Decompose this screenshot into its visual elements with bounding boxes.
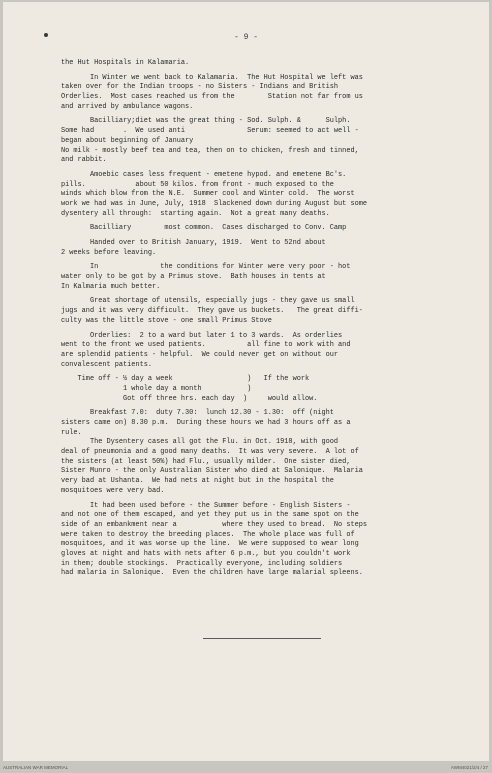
text-line: went to the front we used patients. all fine to work with and [61,341,351,350]
text-line: in them; double stockings. Practically everyone, including soldiers [61,559,343,568]
text-line: side of an embankment near a where they used to bread. No steps [61,520,367,529]
text-line: deal of pneumonia and a good many deaths. It was very severe. A lot of [61,448,359,457]
text-line: Great shortage of utensils, especially jugs - they gave us small [61,297,355,306]
text-line: In the conditions for Winter were very poor - hot [61,263,351,272]
text-line: In Winter we went back to Kalamaria. The Hut Hospital we left was [61,73,363,82]
text-line: dysentery all through: starting again. Not a great many deaths. [61,209,330,218]
archive-footer [0,761,492,773]
text-line: 2 weeks before leaving. [61,248,157,257]
text-line: pills. about 50 kilos. from front - much exposed to the [61,180,334,189]
text-line: the sisters (at least 50%) had Flu., usually milder. One sister died, [61,457,351,466]
text-line: Breakfast 7.0: duty 7.30: lunch 12.30 - 1.30: off (night [61,409,334,418]
text-line: Amoebic cases less frequent - emetene hypod. and emetene Bc's. [61,170,347,179]
text-line: Orderlies. Most cases reached us from the Station not far from us [61,93,363,102]
text-line: Orderlies: 2 to a ward but later 1 to 3 wards. As orderlies [61,331,343,340]
text-line: mosquitoes, and it was worse up the line. We were supposed to wear long [61,540,359,549]
end-rule [203,638,321,639]
text-line: taken over for the Indian troops - no Sisters - Indians and British [61,83,339,92]
text-line: work we had was in June, July, 1918 Slackened down during August but some [61,199,367,208]
text-line: The Dysentery cases all got the Flu. in Oct. 1918, with good [61,438,339,447]
text-line: very bad at Ushanta. We had nets at night but in the hospital the [61,477,334,486]
text-line: Time off - ½ day a week ) If the work [61,375,310,384]
text-line: Bacilliary most common. Cases discharged to Conv. Camp [61,224,347,233]
text-line: are splendid patients - helpful. We could never get on without our [61,350,339,359]
text-line: and rabbit. [61,156,107,165]
archive-reference: AWM4021/2/4 / 27 [450,765,488,770]
text-line: rule. [61,428,82,437]
text-line: 1 whole day a month ) [61,384,252,393]
text-line: began about beginning of January [61,136,194,145]
text-line: Handed over to British January, 1919. Went to 52nd about [61,239,326,247]
text-line: jugs and it was very difficult. They gave us buckets. The great diffi- [61,307,363,316]
text-line: gloves at night and hats with nets after 6 p.m., but you couldn't work [61,549,351,558]
archive-credit: AUSTRALIAN WAR MEMORIAL [3,765,69,770]
text-line: In Kalmaria much better. [61,282,161,291]
text-line: convalescent patients. [61,360,152,369]
page-number: - 9 - [233,33,258,42]
text-line: Bacilliary;diet was the great thing - Sod. Sulph. & Sulph. [61,117,351,126]
text-line: were taken to destroy the breeding places. The whole place was full of [61,530,355,539]
text-line: Some had . We used anti Serum: seemed to act well - [61,127,359,136]
typed-body-text [61,59,489,579]
text-line: sisters came on) 8.30 p.m. During these hours we had 3 hours off as a [61,419,351,427]
text-line: and not one of them escaped, and yet they put us in the same spot on the [61,511,359,520]
text-line: had malaria in Salonique. Even the children have large malarial spleens. [61,569,363,578]
text-line: winds which blow from the N.E. Summer cool and Winter cold. The worst [61,190,355,199]
document-page [3,2,489,761]
text-line: water only to be got by a Primus stove. Bath houses in tents at [61,273,326,282]
text-line: and arrived by ambulance wagons. [61,102,194,111]
text-line: Sister Munro - the only Australian Sister who died at Salonique. Malaria [61,467,363,476]
text-line: mosquitoes were very bad. [61,486,165,495]
text-line: Got off three hrs. each day ) would allow. [61,394,318,403]
text-line: culty was the little stove - one small Primus Stove [61,316,272,325]
text-line: No milk - mostly beef tea and tea, then on to chicken, fresh and tinned, [61,146,359,155]
text-line: It had been used before - the Summer before - English Sisters - [61,501,351,510]
text-line: the Hut Hospitals in Kalamaria. [61,59,190,67]
